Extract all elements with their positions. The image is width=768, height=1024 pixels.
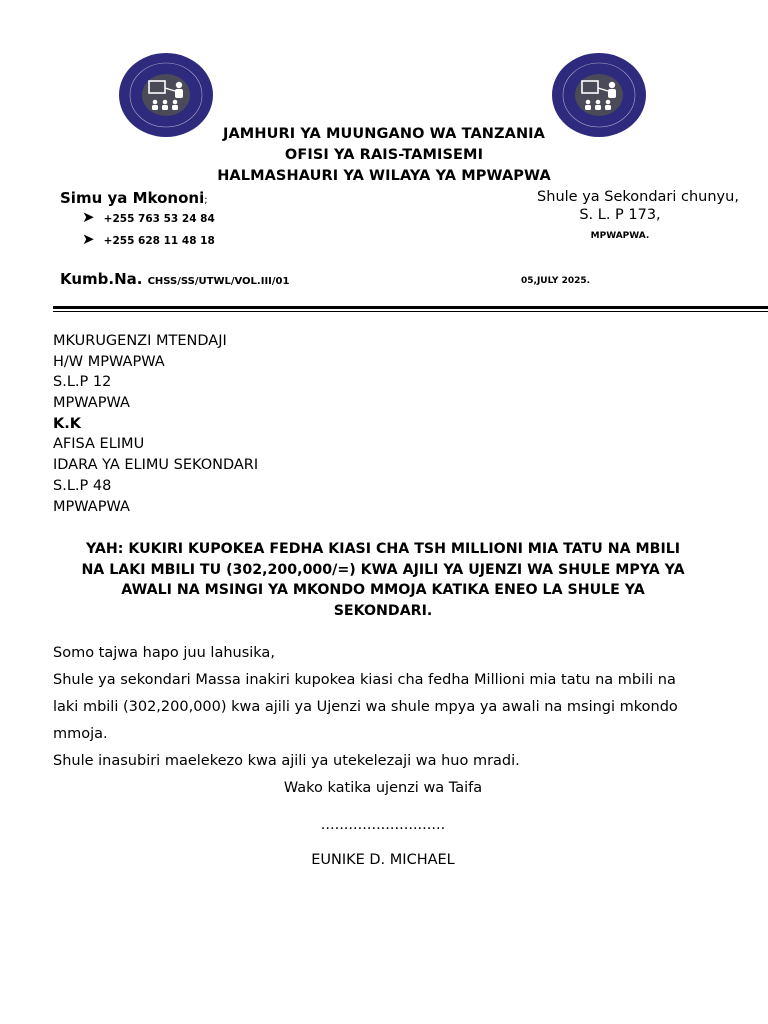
recipient-block [53,331,258,517]
school-address-line2: S. L. P 173, [579,207,661,223]
signatory-name: EUNIKE D. MICHAEL [311,852,455,868]
recipient-line: AFISA ELIMU [53,436,145,453]
letter-date: 05,JULY 2025. [521,276,591,286]
phone-number-1: +255 763 53 24 84 [103,213,215,225]
salutation: Wako katika ujenzi wa Taifa [283,780,483,796]
recipient-line: MPWAPWA [53,498,130,515]
contacts-separator: ; [204,195,208,206]
recipient-line: S.L.P 48 [53,477,112,494]
subject-line: NA LAKI MBILI TU (302,200,000/=) KWA AJILI YA UJENZI WA SHULE MPYA YA [81,561,685,578]
header-divider-thin [53,311,768,312]
phone-number-2: +255 628 11 48 18 [103,235,215,247]
recipient-line: MPWAPWA [53,395,130,412]
header-council: HALMASHAURI YA WILAYA YA MPWAPWA [217,168,551,184]
recipient-line: K.K [53,415,81,432]
recipient-line: S.L.P 12 [53,374,112,391]
recipient-line: MKURUGENZI MTENDAJI [53,333,227,349]
subject-line: YAH: KUKIRI KUPOKEA FEDHA KIASI CHA TSH MILLIONI MIA TATU NA MBILI [85,541,681,557]
subject-line: SEKONDARI. [333,602,433,619]
subject-block [53,539,713,621]
header-office: OFISI YA RAIS-TAMISEMI [284,147,484,163]
arrowhead-bullet-icon: ➤ [82,208,95,226]
reference-number: CHSS/SS/UTWL/VOL.III/01 [147,276,290,287]
recipient-line: IDARA YA ELIMU SEKONDARI [53,457,259,474]
contacts-label: Simu ya Mkononi [60,189,205,207]
greeting: Somo tajwa hapo juu lahusika, [53,645,275,661]
body-line-1: Shule ya sekondari Massa inakiri kupokea kiasi cha fedha Millioni mia tatu na mbili na [53,672,676,688]
school-address-line1: Shule ya Sekondari chunyu, [537,189,739,205]
arrowhead-bullet-icon: ➤ [82,230,95,248]
contacts-label-row [60,189,208,207]
reference-label: Kumb.Na. [60,270,143,288]
header-republic: JAMHURI YA MUUNGANO WA TANZANIA [222,126,545,142]
closing-line: Shule inasubiri maelekezo kwa ajili ya utekelezaji wa huo mradi. [53,753,520,769]
phone-row-1 [82,207,215,226]
recipient-line: H/W MPWAPWA [53,353,165,370]
school-address-line3: MPWAPWA. [590,231,650,241]
body-line-3: mmoja. [53,726,108,742]
reference-row [60,269,289,288]
subject-line: AWALI NA MSINGI YA MKONDO MMOJA KATIKA ENEO LA SHULE YA [121,582,645,598]
body-line-2: laki mbili (302,200,000) kwa ajili ya Ujenzi wa shule mpya ya awali na msingi mkondo [53,699,678,715]
phone-row-2 [82,229,215,248]
signature-line: ........................... [320,817,446,833]
header-divider-thick [53,306,768,309]
